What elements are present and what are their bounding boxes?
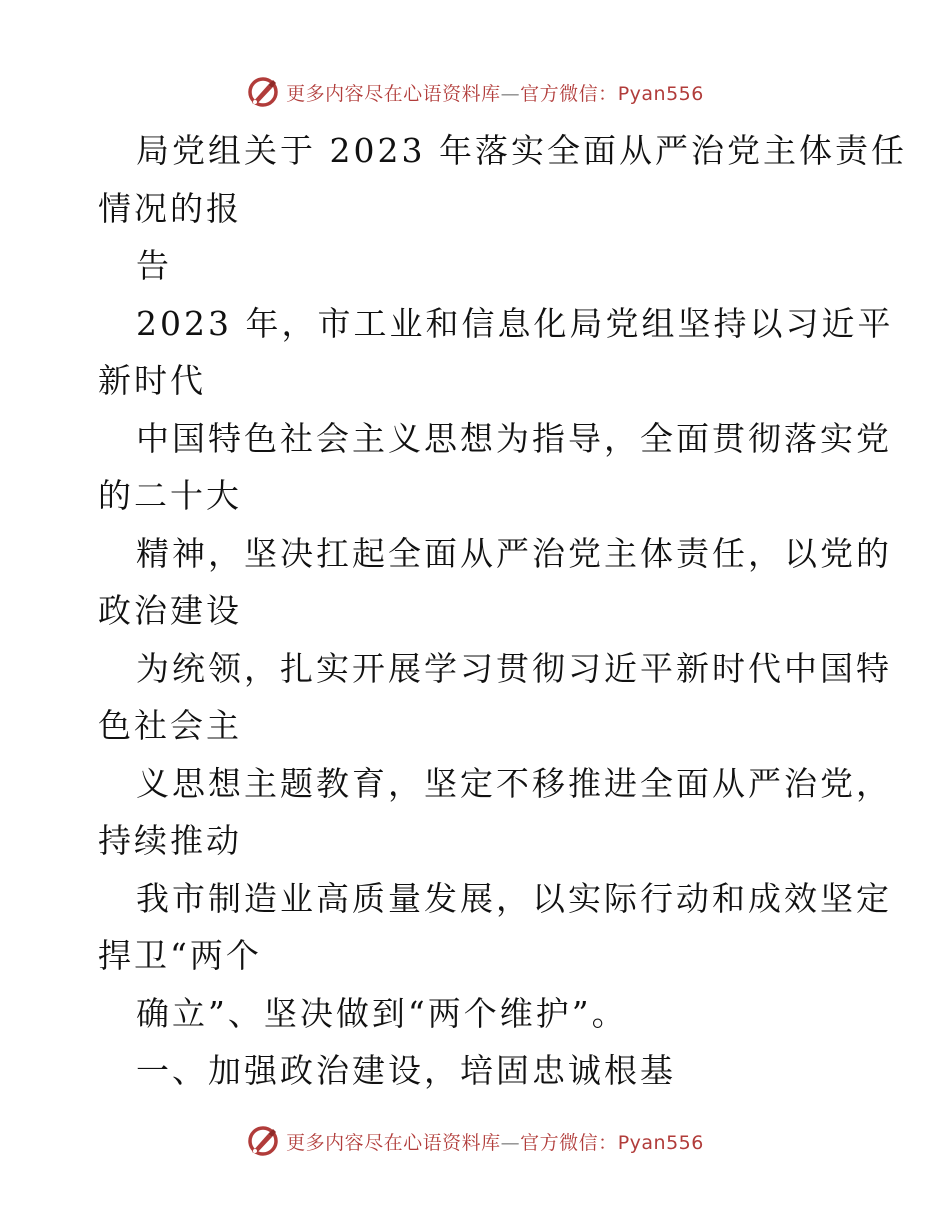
pen-circle-logo-icon	[246, 1124, 280, 1158]
footer-watermark-banner	[0, 1121, 950, 1161]
document-line: 新时代	[98, 361, 206, 400]
document-line: 我市制造业高质量发展，以实际行动和成效坚定	[136, 878, 892, 918]
document-line: 确立”、坚决做到“两个维护”。	[136, 993, 628, 1033]
header-watermark-banner	[0, 72, 950, 112]
watermark-wechat-label: 官方微信：	[520, 82, 618, 105]
document-line: 情况的报	[98, 188, 242, 228]
watermark-wechat-id: Pyan556	[617, 1131, 704, 1154]
pen-circle-logo-icon	[246, 75, 280, 109]
watermark-main: 更多内容尽在心语资料库	[286, 1131, 501, 1154]
document-line: 告	[136, 246, 172, 285]
document-line: 的二十大	[98, 476, 242, 515]
watermark-separator: —	[500, 1131, 521, 1154]
document-line: 为统领，扎实开展学习贯彻习近平新时代中国特	[136, 648, 892, 688]
document-line: 局党组关于 2023 年落实全面从严治党主体责任	[136, 131, 907, 170]
document-line: 中国特色社会主义思想为指导，全面贯彻落实党	[136, 418, 892, 458]
document-line: 2023 年，市工业和信息化局党组坚持以习近平	[136, 303, 894, 343]
document-line: 精神，坚决扛起全面从严治党主体责任，以党的	[136, 533, 892, 573]
document-line: 色社会主	[98, 706, 242, 745]
document-line: 持续推动	[98, 821, 242, 860]
watermark-main: 更多内容尽在心语资料库	[286, 82, 501, 105]
document-line: 捍卫“两个	[98, 936, 262, 975]
watermark-separator: —	[500, 82, 521, 105]
watermark-text	[286, 79, 704, 106]
watermark-wechat-label: 官方微信：	[520, 1131, 618, 1154]
document-line: 一、加强政治建设，培固忠诚根基	[136, 1051, 676, 1090]
watermark-wechat-id: Pyan556	[617, 82, 704, 105]
watermark-text	[286, 1128, 704, 1155]
document-line: 政治建设	[98, 591, 242, 630]
document-line: 义思想主题教育，坚定不移推进全面从严治党，	[136, 763, 892, 803]
document-body	[98, 122, 907, 1100]
